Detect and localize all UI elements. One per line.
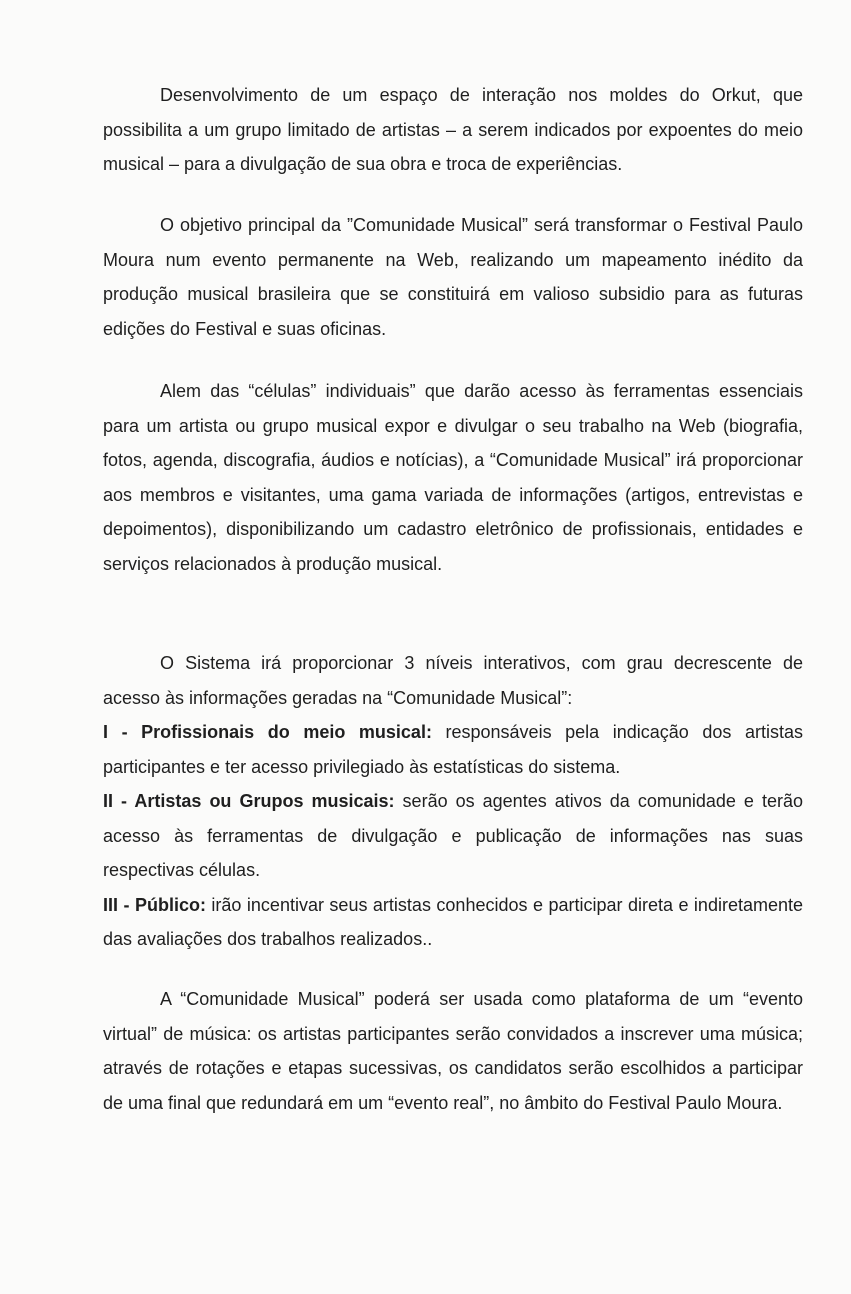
levels-intro: O Sistema irá proporcionar 3 níveis interativos, com grau decrescente de acesso às informações geradas na “Comunidade Musical”:	[103, 653, 803, 708]
level-1-item	[103, 715, 803, 784]
paragraph-1	[103, 78, 803, 182]
paragraph-5	[103, 982, 803, 1120]
level-2-item	[103, 784, 803, 888]
level-1-label: I - Profissionais do meio musical:	[103, 722, 432, 742]
level-2-label: II - Artistas ou Grupos musicais:	[103, 791, 395, 811]
paragraph-2	[103, 208, 803, 346]
level-3-item	[103, 888, 803, 957]
level-2-text: serão os agentes ativos da comunidade e terão acesso às ferramentas de divulgação e publicação de informações nas suas respectivas células.	[103, 791, 804, 880]
level-3-text: irão incentivar seus artistas conhecidos e participar direta e indiretamente das avaliações dos trabalhos realizados..	[103, 894, 803, 949]
paragraph-3-text: Alem das “células” individuais” que darão acesso às ferramentas essenciais para um artista ou grupo musical expor e divulgar o seu trabalho na Web (biografia, fotos, agenda, discografia, áudios e notícias), a “Comunidade Musical” irá proporcionar aos membros e visitantes, uma gama variada de informações (artigos, entrevistas e depoimentos), disponibilizando um cadastro eletrônico de profissionais, entidades e serviços relacionados à produção musical.	[103, 381, 803, 574]
paragraph-3	[103, 374, 803, 581]
level-3-label: III - Público:	[103, 894, 206, 915]
interaction-levels-section	[103, 646, 803, 957]
paragraph-2-text: O objetivo principal da ”Comunidade Musical” será transformar o Festival Paulo Moura num evento permanente na Web, realizando um mapeamento inédito da produção musical brasileira que se constituirá em valioso subsidio para as futuras edições do Festival e suas oficinas.	[103, 215, 803, 339]
level-1-text: responsáveis pela indicação dos artistas participantes e ter acesso privilegiado às estatísticas do sistema.	[103, 722, 803, 777]
paragraph-1-text: Desenvolvimento de um espaço de interação nos moldes do Orkut, que possibilita a um grupo limitado de artistas – a serem indicados por expoentes do meio musical – para a divulgação de sua obra e troca de experiências.	[103, 85, 803, 174]
paragraph-5-text: A “Comunidade Musical” poderá ser usada como plataforma de um “evento virtual” de música: os artistas participantes serão convidados a inscrever uma música; através de rotações e etapas sucessivas, os candidatos serão escolhidos a participar de uma final que redundará em um “evento real”, no âmbito do Festival Paulo Moura.	[103, 989, 803, 1113]
